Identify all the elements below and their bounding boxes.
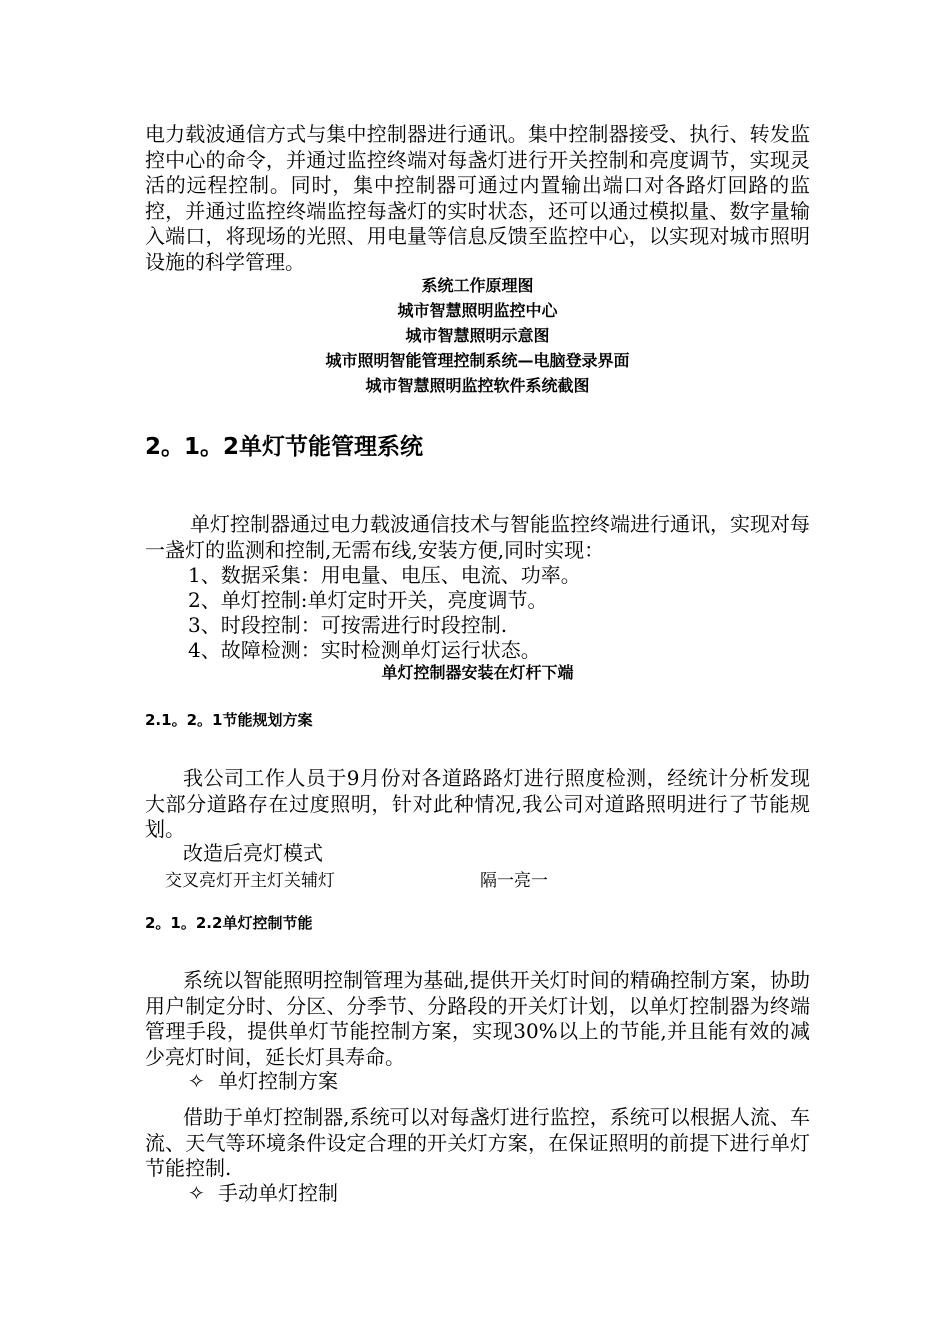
section-intro-paragraph: 单灯控制器通过电力载波通信技术与智能监控终端进行通讯，实现对每一盏灯的监测和控制,无需布线,安装方便,同时实现： [145, 512, 810, 562]
mode-left-label: 交叉亮灯开主灯关辅灯 [165, 871, 335, 891]
bullet-label: 单灯控制方案 [218, 1069, 338, 1093]
install-caption: 单灯控制器安装在灯杆下端 [381, 663, 574, 682]
monitoring-paragraph: 借助于单灯控制器,系统可以对每盏灯进行监控，系统可以根据人流、车流、天气等环境条件设定合理的开关灯方案，在保证照明的前提下进行单灯节能控制. [145, 1105, 810, 1180]
bullet-item [188, 1068, 338, 1094]
bullet-item [188, 1180, 338, 1206]
subsection-heading: 2。1。2.2单灯控制节能 [145, 914, 313, 932]
subsection-heading: 2.1。2。1节能规划方案 [145, 711, 313, 729]
mode-title: 改造后亮灯模式 [183, 841, 323, 865]
planning-paragraph: 我公司工作人员于9月份对各道路路灯进行照度检测，经统计分析发现大部分道路存在过度照明，针对此种情况,我公司对道路照明进行了节能规划。 [145, 766, 810, 841]
figure-caption: 城市智慧照明示意图 [405, 326, 550, 345]
control-paragraph: 系统以智能照明控制管理为基础,提供开关灯时间的精确控制方案，协助用户制定分时、分区、分季节、分路段的开关灯计划，以单灯控制器为终端管理手段，提供单灯节能控制方案，实现30%以上的节能,并且能有效的减少亮灯时间，延长灯具寿命。 [145, 968, 810, 1069]
section-heading: 2。1。2单灯节能管理系统 [145, 434, 424, 460]
bullet-label: 手动单灯控制 [218, 1181, 338, 1205]
feature-item: 4、故障检测：实时检测单灯运行状态。 [188, 638, 541, 662]
figure-caption: 城市照明智能管理控制系统—电脑登录界面 [325, 351, 630, 370]
figure-caption: 城市智慧照明监控软件系统截图 [365, 376, 590, 395]
diamond-star-icon: ✧ [188, 1181, 205, 1205]
intro-paragraph: 电力载波通信方式与集中控制器进行通讯。集中控制器接受、执行、转发监控中心的命令，并通过监控终端对每盏灯进行开关控制和亮度调节，实现灵活的远程控制。同时，集中控制器可通过内置输出端口对各路灯回路的监控，并通过监控终端监控每盏灯的实时状态，还可以通过模拟量、数字量输入端口，将现场的光照、用电量等信息反馈至监控中心，以实现对城市照明设施的科学管理。 [145, 122, 810, 274]
mode-right-label: 隔一亮一 [480, 871, 548, 891]
feature-item: 2、单灯控制:单灯定时开关，亮度调节。 [188, 588, 548, 612]
figure-caption: 系统工作原理图 [421, 276, 534, 295]
feature-item: 1、数据采集：用电量、电压、电流、功率。 [188, 563, 581, 587]
diamond-star-icon: ✧ [188, 1069, 205, 1093]
figure-caption: 城市智慧照明监控中心 [397, 301, 558, 320]
feature-item: 3、时段控制：可按需进行时段控制. [188, 613, 508, 637]
